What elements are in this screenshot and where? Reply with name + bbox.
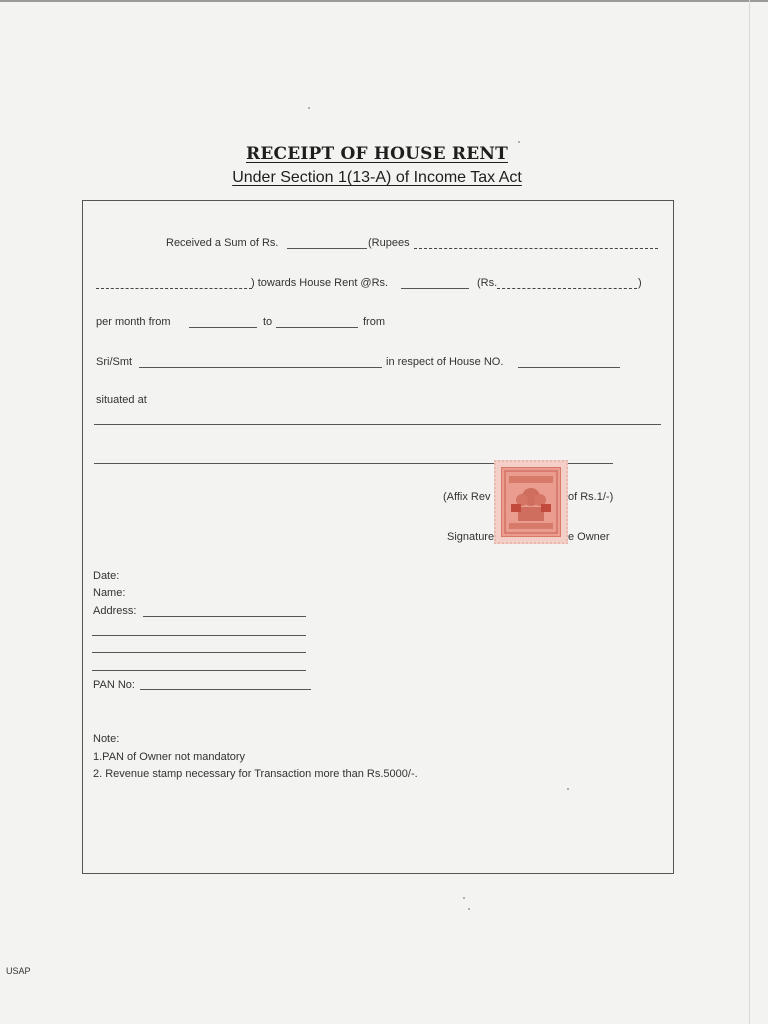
from-label: from <box>363 316 385 328</box>
note-item: 1.PAN of Owner not mandatory <box>93 751 246 763</box>
document-subtitle: Under Section 1(13-A) of Income Tax Act <box>232 169 522 186</box>
rupees-words-continued-field[interactable] <box>96 288 252 289</box>
note-heading: Note: <box>93 733 120 745</box>
revenue-stamp-image <box>494 460 568 544</box>
sri-smt-label: Sri/Smt <box>96 356 133 368</box>
per-month-from-label: per month from <box>96 316 171 328</box>
document-title: RECEIPT OF HOUSE RENT <box>246 144 508 164</box>
rs-words-field[interactable] <box>497 288 637 289</box>
rs-open-label: (Rs. <box>477 277 498 289</box>
owner-address-field-4[interactable] <box>92 670 306 671</box>
owner-address-field-2[interactable] <box>92 635 306 636</box>
address-label: Address: <box>93 605 137 617</box>
name-label: Name: <box>93 587 126 599</box>
period-end-field[interactable] <box>276 327 358 328</box>
date-label: Date: <box>93 570 120 582</box>
towards-rent-label: ) towards House Rent @Rs. <box>251 277 389 289</box>
affix-stamp-text-left: (Affix Rev <box>443 491 491 503</box>
rent-rate-field[interactable] <box>401 288 469 289</box>
note-item: 2. Revenue stamp necessary for Transaction more than Rs.5000/-. <box>93 768 418 780</box>
rupees-words-field[interactable] <box>414 248 658 249</box>
pan-label: PAN No: <box>93 679 135 691</box>
scan-speck <box>308 107 310 109</box>
owner-address-field-1[interactable] <box>143 616 306 617</box>
scan-speck <box>468 908 470 910</box>
tenant-name-field[interactable] <box>139 367 382 368</box>
address-line-1[interactable] <box>94 424 661 425</box>
house-no-label: in respect of House NO. <box>386 356 504 368</box>
rupees-label: (Rupees <box>368 237 410 249</box>
received-sum-label: Received a Sum of Rs. <box>166 237 279 249</box>
pan-field[interactable] <box>140 689 311 690</box>
amount-field[interactable] <box>287 248 367 249</box>
scan-speck <box>518 141 520 143</box>
signature-label-right: e Owner <box>568 531 610 543</box>
footer-code: USAP <box>6 966 31 976</box>
affix-stamp-text-right: of Rs.1/-) <box>568 491 614 503</box>
situated-at-label: situated at <box>96 394 147 406</box>
period-start-field[interactable] <box>189 327 257 328</box>
owner-address-field-3[interactable] <box>92 652 306 653</box>
page-edge <box>0 0 768 2</box>
scan-speck <box>463 897 465 899</box>
house-no-field[interactable] <box>518 367 620 368</box>
emblem-icon <box>501 467 561 537</box>
signature-label-left: Signature <box>447 531 495 543</box>
close-paren: ) <box>638 277 642 289</box>
to-label: to <box>263 316 273 328</box>
